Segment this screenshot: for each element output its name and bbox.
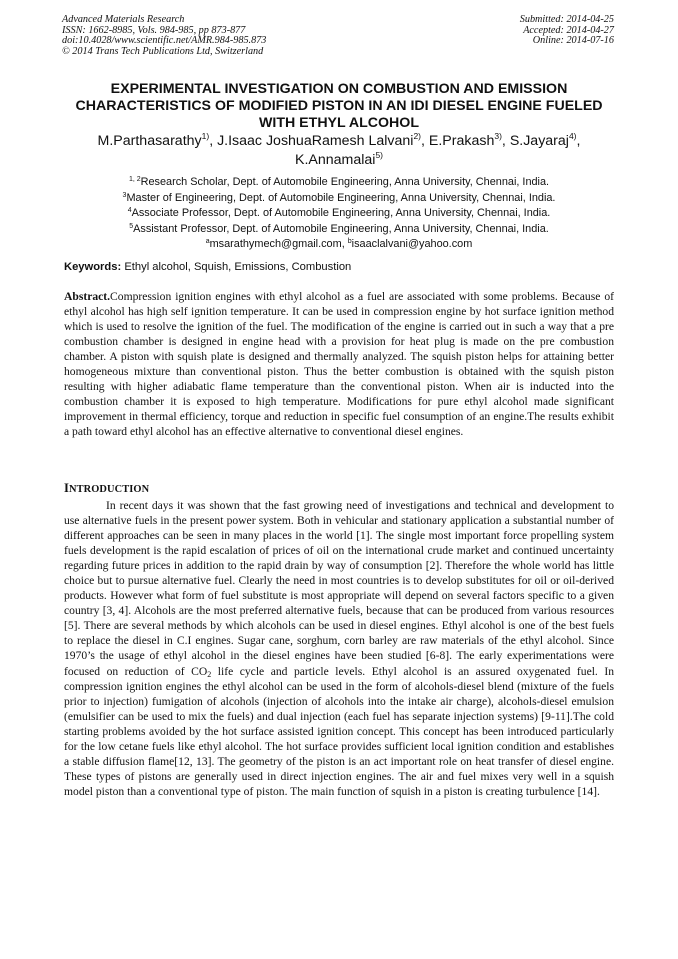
author: M.Parthasarathy$^{1)}$, [97, 131, 218, 149]
author-list [60, 132, 618, 170]
doi-line[interactable]: doi:10.4028/www.scientific.net/AMR.984-985.873 [62, 35, 267, 47]
copyright-line: © 2014 Trans Tech Publications Ltd, Switzerland [62, 45, 264, 57]
abstract [64, 289, 614, 439]
online-date: Online: 2014-07-16 [532, 35, 614, 47]
affiliation: $^{1, 2}$Research Scholar, Dept. of Automobile Engineering, Anna University, Chennai, India. [128, 176, 550, 188]
issn-line: ISSN: 1662-8985, Vols. 984-985, pp 873-877 [62, 24, 246, 36]
paper-title: EXPERIMENTAL INVESTIGATION ON COMBUSTION AND EMISSION CHARACTERISTICS OF MODIFIED PISTON IN AN IDI DIESEL ENGINE FUELED WITH ETHYL ALCOHOL [75, 81, 603, 132]
affiliation: $^4$Associate Professor, Dept. of Automobile Engineering, Anna University, Chennai, India. [127, 207, 551, 219]
author: J.Isaac JoshuaRamesh Lalvani$^{2)}$, [217, 131, 429, 149]
email-link[interactable]: msarathymech@gmail.com, [209, 238, 348, 250]
introduction-paragraph: In recent days it was shown that the fast growing need of investigations and technical and development to use alternative fuels in the present power system. Both in vehicular and stationary application a substantial number of different approaches can be seen in many places in the world [1]. The single most important force propelling system fuels development is the rapid escalation of prices of oil on the international crude market and continued uncertainty regarding future prices in addition to the rapid drain by way of consumption [2]. Therefore the whole world has little choice but to pursue alternative fuel. Clearly the need in most countries is to develop substitutes for oil or oil-derived products. However what form of fuel substitute is most appropriate will depend on several factors specific to a given country [3, 4]. Alcohols are the most preferred alternative fuels, because that can be produced from various resources [5]. There are several methods by which alcohols can be used in diesel engines. Ethyl alcohol is one of the best fuels to replace the diesel in C.I engines. Sugar cane, sorghum, corn barley are raw materials of the ethyl alcohol. Since 1970’s the usage of ethyl alcohol in the diesel engines have been studied [6-8]. The early experimentations were focused on reduction of $CO_2$ life cycle and particle levels. Ethyl alcohol is an assured oxygenated fuel. In compression ignition engines the ethyl alcohol can be used in the form of alcohols-diesel blend (mixture of the fuels prior to injection) fumigation of alcohols (injection of alcohols into the intake air charge), alcohols-diesel emulsion (emulsifier can be used to mix the fuels) and dual injection (each fuel has separate injection systems) [9-11].The cold starting problems avoided by the hot surface assisted ignition concept. This concept has been introduced particularly for the low cetane fuels like ethyl alcohol. The hot surface provides sufficient local ignition condition and establishes a stable diffusion flame[12, 13]. The geometry of the piston is an act important role on heat transfer of diesel engine. These types of pistons are generally used in direct injection engines. The air and fuel mixes very well in a squish model piston than a conventional type of piston. The main function of squish in a piston is creating turbulence [14]. [64, 499, 615, 798]
abstract-label: Abstract. [64, 290, 111, 303]
keywords-text: Ethyl alcohol, Squish, Emissions, Combustion [124, 261, 352, 273]
affiliation: $^3$Master of Engineering, Dept. of Automobile Engineering, Anna University, Chennai, India. [122, 191, 556, 204]
author: S.Jayaraj$^{4)}$, [509, 131, 581, 149]
introduction-body [64, 498, 614, 799]
journal-name: Advanced Materials Research [62, 14, 185, 25]
email-link[interactable]: isaaclalvani@yahoo.com [351, 238, 473, 250]
co2-subscript: 2 [207, 669, 212, 679]
keywords-label: Keywords: [64, 261, 122, 273]
accepted-date: Accepted: 2014-04-27 [523, 24, 614, 36]
affiliation: $^5$Assistant Professor, Dept. of Automobile Engineering, Anna University, Chennai, India. [129, 222, 549, 235]
section-heading-introduction: INTRODUCTION [64, 481, 150, 495]
email-line: $^a$msarathymech@gmail.com, $^b$isaaclalvani@yahoo.com [205, 238, 473, 250]
submitted-date: Submitted: 2014-04-25 [519, 14, 614, 25]
journal-header-right [520, 15, 614, 47]
author: K.Annamalai$^{5)}$ [294, 150, 383, 168]
keywords [64, 260, 616, 275]
author: E.Prakash$^{3)}$, [428, 131, 510, 149]
journal-header-left [62, 15, 266, 57]
affiliation-list [60, 175, 618, 253]
abstract-text: Compression ignition engines with ethyl alcohol as a fuel are associated with some problems. Because of ethyl alcohol has high self ignition temperature. It can be used in compression engine by hot surface ignition method which is used to resolve the ignition of the fuel. The modification of the engine is carried out in such a way that a pre combustion chamber is designed in engine head with a provision for heat plug is made on the pre combustion chamber. A piston with squish plate is designed and thermally analyzed. The squish piston helps for attaining better homogeneous mixture than conventional piston. Thus the better combustion is obtained with the squish piston resulting with higher adiabatic flame temperature than the conventional piston. When air is inducted into the combustion chamber it is exposed to high temperature. Modifications for pure ethyl alcohol made significant improvement in thermal efficiency, torque and reduction in specific fuel consumption of an engine.The results exhibit a path toward ethyl alcohol has an effective alternative to conventional diesel engines. [64, 290, 614, 439]
